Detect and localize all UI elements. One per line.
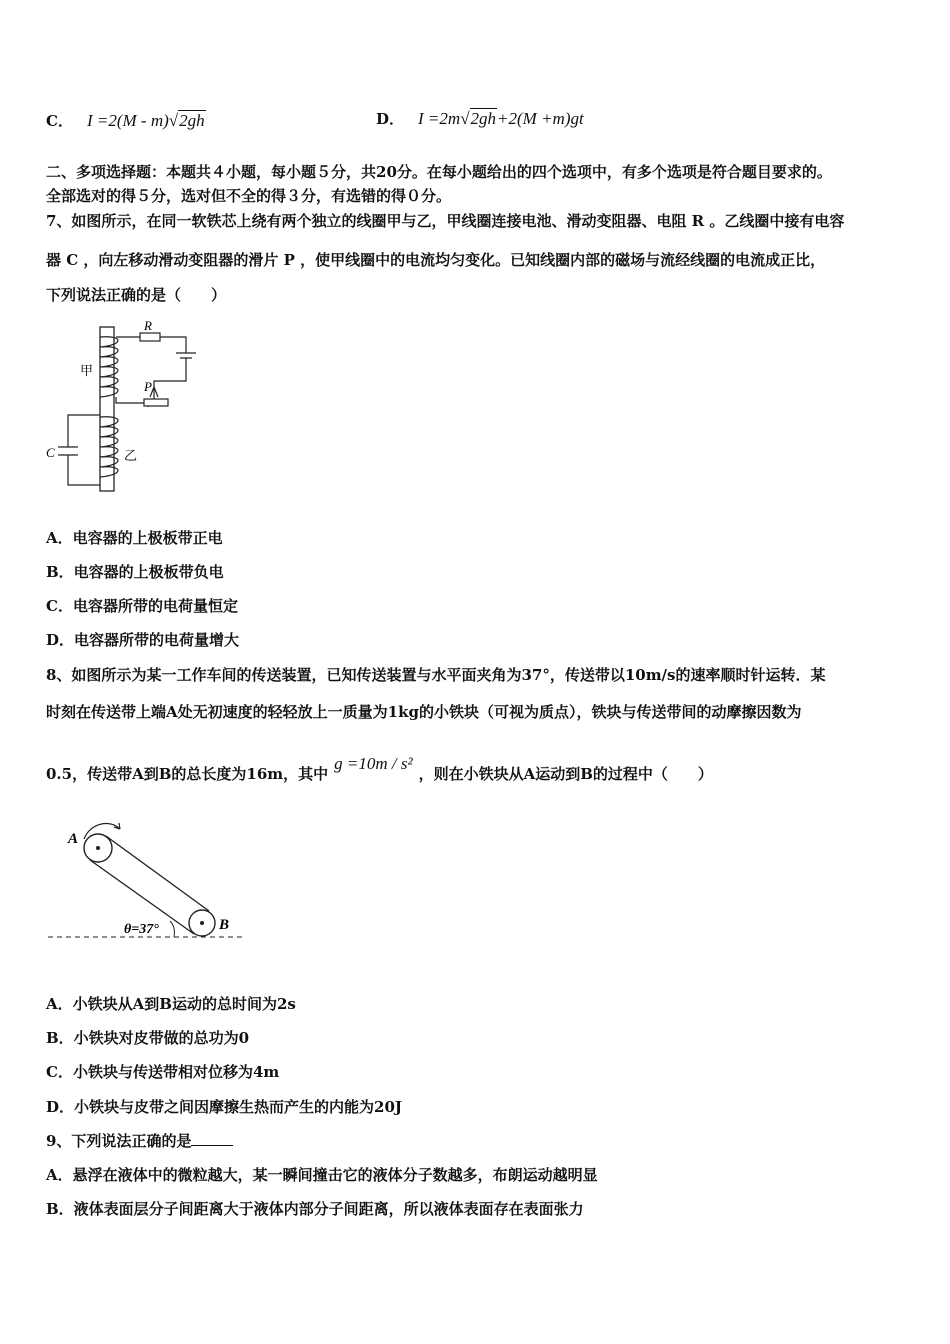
answer-blank: [191, 1131, 233, 1146]
q8-stem-line3-pre: 0.5，传送带A到B的总长度为16m，其中: [46, 765, 329, 783]
battery: [176, 353, 196, 358]
label-c: C: [46, 445, 55, 460]
q7-stem-line1: 7、如图所示，在同一软铁芯上绕有两个独立的线圈甲与乙，甲线圈连接电池、滑动变阻器、电阻 R 。乙线圈中接有电容: [46, 212, 845, 230]
q7-option-a: A．电容器的上极板带正电: [46, 529, 223, 547]
q7-stem-line3: 下列说法正确的是（ ）: [46, 286, 227, 304]
section2-line2: 全部选对的得５分，选对但不全的得３分，有选错的得０分。: [46, 187, 452, 205]
q6-option-d-label: D．: [376, 110, 405, 128]
q8-stem-line3: [46, 754, 713, 784]
angle-arc: [170, 921, 174, 937]
q8-option-b: B．小铁块对皮带做的总功为0: [46, 1029, 250, 1047]
q9-option-a: A．悬浮在液体中的微粒越大，某一瞬间撞击它的液体分子数越多，布朗运动越明显: [46, 1166, 598, 1184]
rheostat: [144, 399, 168, 406]
q8-stem-line1: 8、如图所示为某一工作车间的传送装置，已知传送装置与水平面夹角为37°，传送带以10m/s的速率顺时针运转．某: [46, 666, 826, 684]
q6-option-c-formula: I =2(M - m): [86, 111, 169, 130]
section2-line1: 二、多项选择题：本题共４小题，每小题５分，共20分。在每小题给出的四个选项中，有多个选项是符合题目要求的。: [46, 163, 832, 181]
q7-option-d: D．电容器所带的电荷量增大: [46, 631, 240, 649]
belt: [90, 836, 209, 934]
q6-option-d-sqrt: 2gh: [470, 109, 497, 128]
q7-option-b: B．电容器的上极板带负电: [46, 563, 224, 581]
q6-option-d-formula: I =2m: [418, 109, 461, 128]
q9-stem-text: 9、下列说法正确的是: [46, 1132, 192, 1150]
label-jia: 甲: [80, 364, 94, 379]
coil-yi: [100, 417, 118, 477]
label-b: B: [219, 917, 230, 933]
label-r: R: [144, 318, 152, 333]
q8-option-c: C．小铁块与传送带相对位移为4m: [46, 1063, 280, 1081]
q6-option-c-sqrt: 2gh: [179, 111, 205, 130]
q6-option-c: C． I =2(M - m)√2gh: [46, 111, 205, 130]
label-theta: θ=37°: [124, 922, 159, 937]
q7-circuit-figure: [44, 315, 214, 495]
q8-stem-line3-post: ，则在小铁块从A运动到B的过程中（ ）: [418, 765, 713, 783]
q7-stem-line2: 器 C ，向左移动滑动变阻器的滑片 P ，使甲线圈中的电流均匀变化。已知线圈内部的磁场与流经线圈的电流成正比，: [46, 251, 826, 269]
label-p: P: [144, 379, 152, 394]
capacitor: [58, 447, 78, 455]
q8-stem-line2: 时刻在传送带上端A处无初速度的轻轻放上一质量为1kg的小铁块（可视为质点），铁块与传送带间的动摩擦因数为: [46, 703, 802, 721]
q6-option-d-formula-tail: +2(M +m)gt: [497, 109, 584, 128]
pulley-b-axle: [200, 921, 204, 925]
q8-option-d: D．小铁块与皮带之间因摩擦生热而产生的内能为20J: [46, 1098, 402, 1116]
q7-option-c: C．电容器所带的电荷量恒定: [46, 597, 238, 615]
label-a: A: [68, 831, 79, 847]
q6-option-d: D． I =2m√2gh+2(M +m)gt: [376, 109, 584, 128]
q8-option-a: A．小铁块从A到B运动的总时间为2s: [46, 995, 296, 1013]
q9-option-b: B．液体表面层分子间距离大于液体内部分子间距离，所以液体表面存在表面张力: [46, 1200, 584, 1218]
q6-option-c-label: C．: [46, 112, 73, 130]
coil-jia: [100, 337, 118, 397]
pulley-a-axle: [96, 846, 100, 850]
q8-gravity-formula: g =10m / s²: [334, 754, 413, 773]
label-yi: 乙: [124, 449, 138, 464]
resistor-r: [140, 333, 160, 341]
q9-stem: [46, 1131, 233, 1151]
q8-conveyor-figure: [44, 815, 254, 945]
